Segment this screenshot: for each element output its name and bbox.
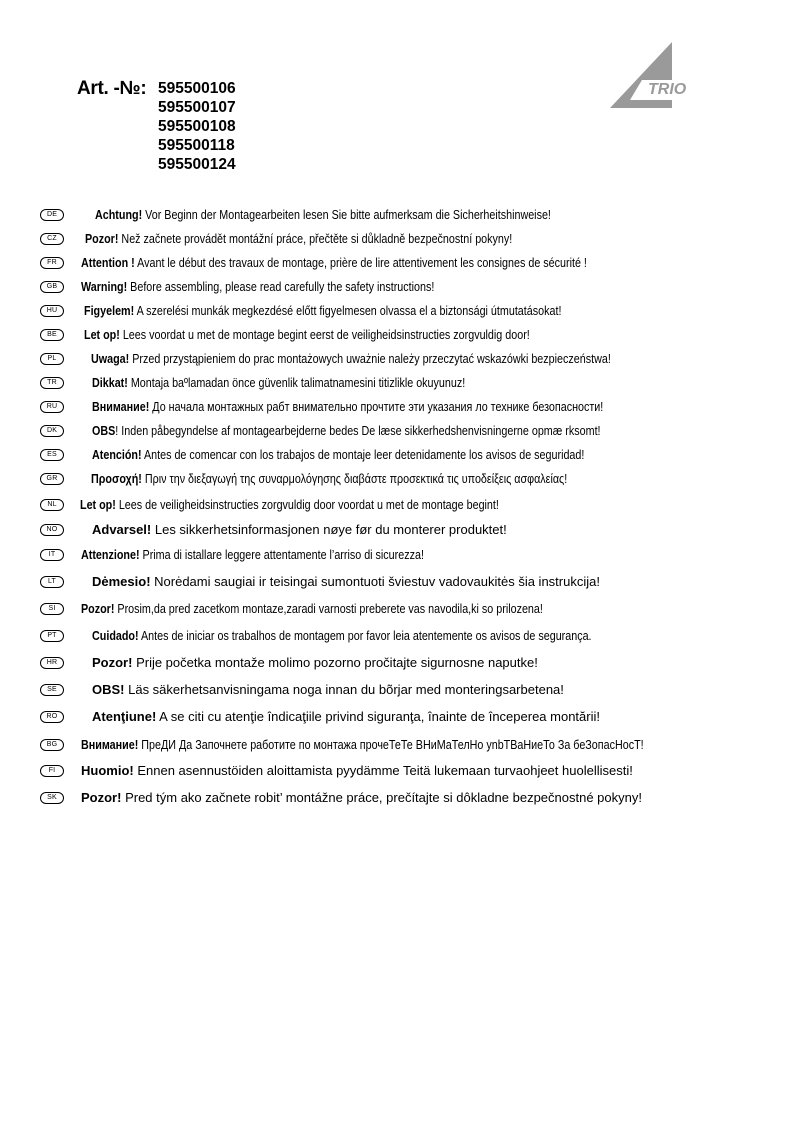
article-number-list bbox=[158, 79, 236, 174]
language-badge: BE bbox=[40, 329, 64, 341]
warning-row bbox=[0, 547, 802, 567]
warning-text: Atenţiune! A se citi cu atenţie îndicaţiile privind siguranţa, înainte de începerea montării! bbox=[92, 709, 600, 724]
language-badge: ES bbox=[40, 449, 64, 461]
language-badge: NL bbox=[40, 499, 64, 511]
warning-text: Uwaga! Przed przystąpieniem do prac montażowych uważnie należy przeczytać wskazówki bezpieczeństwa! bbox=[91, 352, 611, 366]
warning-row bbox=[0, 255, 802, 275]
warning-text: Προσοχή! Πριν την διεξαγωγή της συναρμολόγησης διαβάστε προσεκτικά τις υποδείξεις ασφαλείας! bbox=[91, 472, 568, 486]
warning-row bbox=[0, 763, 802, 783]
language-badge: SI bbox=[40, 603, 64, 615]
warning-text: Atención! Antes de comencar con los trabajos de montaje leer detenidamente los avisos de seguridad! bbox=[92, 448, 585, 462]
warning-text: Pozor! Prosim,da pred zacetkom montaze,zaradi varnosti preberete vas navodila,ki so prilozena! bbox=[81, 602, 543, 616]
warning-text: Let op! Lees de veiligheidsinstructies zorgvuldig door voordat u met de montage begint! bbox=[80, 498, 499, 512]
warning-row bbox=[0, 279, 802, 299]
warning-text: OBS! Inden påbegyndelse af montagearbejderne bedes De læse sikkerhedshenvisningerne opmæ rksomt! bbox=[92, 424, 601, 438]
language-badge: HR bbox=[40, 657, 64, 669]
article-number: 595500108 bbox=[158, 118, 236, 135]
language-badge: PT bbox=[40, 630, 64, 642]
warning-text: Attention ! Avant le début des travaux de montage, prière de lire attentivement les consignes de sécurité ! bbox=[81, 256, 587, 270]
warning-text: OBS! Läs säkerhetsanvisningama noga innan du bõrjar med monteringsarbetena! bbox=[92, 682, 564, 697]
language-badge: IT bbox=[40, 549, 64, 561]
warning-text: Dikkat! Montaja baºlamadan önce güvenlik talimatnamesini titizlikle okuyunuz! bbox=[92, 376, 466, 390]
warning-text: Pozor! Pred tým ako začnete robit’ montážne práce, prečítajte si dôkladne bezpečnostné pokyny! bbox=[81, 790, 642, 805]
warning-row bbox=[0, 327, 802, 347]
language-badge: CZ bbox=[40, 233, 64, 245]
warning-text: Pozor! Než začnete provádět montážní práce, přečtěte si důkladně bezpečnostní pokyny! bbox=[85, 232, 513, 246]
warning-text: Cuidado! Antes de iniciar os trabalhos de montagem por favor leia atentemente os avisos de segurança. bbox=[92, 629, 592, 643]
warning-text: Pozor! Prije početka montaže molimo pozorno pročitajte sigurnosne naputke! bbox=[92, 655, 538, 670]
warning-row bbox=[0, 574, 802, 594]
language-badge: SE bbox=[40, 684, 64, 696]
warning-text: Achtung! Vor Beginn der Montagearbeiten lesen Sie bitte aufmerksam die Sicherheitshinweise! bbox=[95, 208, 551, 222]
language-badge: GR bbox=[40, 473, 64, 485]
warning-text: Figyelem! A szerelési munkák megkezdésé előtt figyelmesen olvassa el a biztonsági útmutatásokat! bbox=[84, 304, 562, 318]
language-badge: PL bbox=[40, 353, 64, 365]
article-number: 595500107 bbox=[158, 99, 236, 116]
warning-row bbox=[0, 351, 802, 371]
warning-row bbox=[0, 709, 802, 729]
article-number: 595500118 bbox=[158, 137, 235, 154]
svg-text:TRIO: TRIO bbox=[648, 81, 687, 98]
warning-text: Dėmesio! Norėdami saugiai ir teisingai sumontuoti šviestuv vadovaukitės šia instrukcija! bbox=[92, 574, 600, 589]
language-badge: TR bbox=[40, 377, 64, 389]
language-badge: RU bbox=[40, 401, 64, 413]
article-number: 595500124 bbox=[158, 156, 236, 173]
warning-row bbox=[0, 303, 802, 323]
warning-row bbox=[0, 682, 802, 702]
language-badge: HU bbox=[40, 305, 64, 317]
warning-text: Внимание! До начала монтажных рабт внимательно прочтите эти указания ло технике безопасности! bbox=[92, 400, 604, 414]
warning-row bbox=[0, 423, 802, 443]
warning-text: Huomio! Ennen asennustöiden aloittamista pyydämme Teitä lukemaan turvaohjeet huolellisesti! bbox=[81, 763, 633, 778]
language-badge: FR bbox=[40, 257, 64, 269]
language-badge: NO bbox=[40, 524, 64, 536]
language-badge: DK bbox=[40, 425, 64, 437]
article-number: 595500106 bbox=[158, 80, 236, 97]
warning-row bbox=[0, 628, 802, 648]
language-badge: DE bbox=[40, 209, 64, 221]
language-badge: RO bbox=[40, 711, 64, 723]
language-badge: FI bbox=[40, 765, 64, 777]
warning-row bbox=[0, 655, 802, 675]
warning-row bbox=[0, 790, 802, 810]
trio-logo bbox=[610, 42, 710, 110]
warning-row bbox=[0, 447, 802, 467]
warning-text: Warning! Before assembling, please read carefully the safety instructions! bbox=[81, 280, 435, 294]
language-badge: SK bbox=[40, 792, 64, 804]
language-badge: LT bbox=[40, 576, 64, 588]
warning-row bbox=[0, 522, 802, 542]
warning-text: Let op! Lees voordat u met de montage begint eerst de veiligheidsinstructies zorgvuldig door! bbox=[84, 328, 530, 342]
article-number-label: Art. -№: bbox=[77, 78, 147, 99]
warning-row bbox=[0, 601, 802, 621]
warning-row bbox=[0, 737, 802, 757]
language-badge: GB bbox=[40, 281, 64, 293]
warning-row bbox=[0, 231, 802, 251]
warning-row bbox=[0, 471, 802, 491]
warning-row bbox=[0, 375, 802, 395]
warning-text: Attenzione! Prima di istallare leggere attentamente l’arriso di sicurezza! bbox=[81, 548, 424, 562]
language-badge: BG bbox=[40, 739, 64, 751]
warning-text: Внимание! ПреДИ Да Започнете работите по монтажа прочеТеТе ВНиМаТелНо ynbТВаНиеТо За беЗопасНосТ! bbox=[81, 738, 644, 752]
warning-text: Advarsel! Les sikkerhetsinformasjonen nøye før du monterer produktet! bbox=[92, 522, 507, 537]
warning-row bbox=[0, 207, 802, 227]
warning-row bbox=[0, 399, 802, 419]
warning-row bbox=[0, 497, 802, 517]
